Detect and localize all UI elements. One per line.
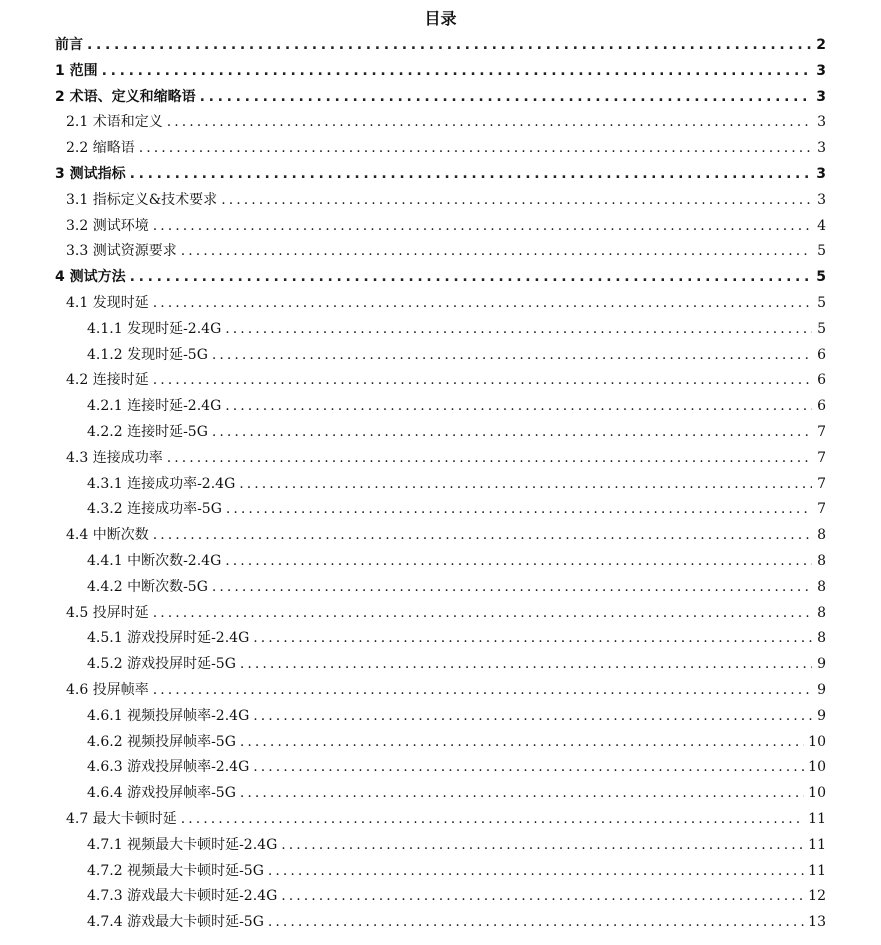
toc-entry-label: 4.7.3 游戏最大卡顿时延-2.4G [87,888,278,905]
toc-entry-page-number: 10 [808,733,826,750]
dot-leader [253,626,812,652]
toc-entry[interactable] [0,343,881,369]
toc-entry-label: 4.4.2 中断次数-5G [87,578,208,595]
toc-entry[interactable] [0,730,881,756]
toc-entry-label: 4.2 连接时延 [66,372,149,389]
toc-entry-label: 4.3 连接成功率 [66,449,163,466]
toc-entry-label: 3.1 指标定义&技术要求 [66,191,218,208]
toc-entry[interactable] [0,85,881,111]
toc-entry-label: 4.4 中断次数 [66,527,149,544]
dot-leader [167,446,812,472]
dot-leader [239,472,812,498]
toc-entry-page-number: 3 [817,114,826,131]
toc-entry[interactable] [0,368,881,394]
dot-leader [153,291,812,317]
toc-entry-page-number: 7 [817,449,826,466]
toc-entry[interactable] [0,59,881,85]
toc-entry-page-number: 5 [817,243,826,260]
dot-leader [153,368,812,394]
toc-entry-label: 4.7 最大卡顿时延 [66,810,177,827]
dot-leader [240,730,804,756]
toc-entry-label: 4.6.1 视频投屏帧率-2.4G [87,707,250,724]
dot-leader [153,678,812,704]
toc-entry[interactable] [0,833,881,859]
table-of-contents [0,33,881,936]
toc-entry[interactable] [0,472,881,498]
dot-leader [181,239,812,265]
toc-entry-label: 3.3 测试资源要求 [66,243,177,260]
toc-entry[interactable] [0,214,881,240]
toc-entry-label: 4.5 投屏时延 [66,604,149,621]
dot-leader [200,85,812,111]
toc-entry-page-number: 4 [817,217,826,234]
toc-entry-page-number: 8 [817,552,826,569]
toc-entry-label: 4.5.2 游戏投屏时延-5G [87,656,236,673]
toc-entry-label: 4 测试方法 [55,269,126,286]
dot-leader [268,910,804,936]
toc-entry[interactable] [0,910,881,936]
toc-entry-page-number: 5 [816,269,826,286]
toc-entry-label: 4.2.1 连接时延-2.4G [87,398,222,415]
dot-leader [268,859,804,885]
toc-entry-label: 4.7.2 视频最大卡顿时延-5G [87,862,264,879]
toc-entry-page-number: 5 [817,320,826,337]
toc-entry-label: 4.6 投屏帧率 [66,681,149,698]
toc-entry-page-number: 3 [817,140,826,157]
toc-entry[interactable] [0,446,881,472]
toc-entry[interactable] [0,884,881,910]
toc-entry[interactable] [0,781,881,807]
toc-entry[interactable] [0,110,881,136]
toc-entry[interactable] [0,265,881,291]
toc-entry-label: 2.1 术语和定义 [66,114,163,131]
dot-leader [253,755,804,781]
dot-leader [130,162,812,188]
toc-entry-label: 4.5.1 游戏投屏时延-2.4G [87,630,250,647]
toc-entry-label: 前言 [55,37,83,53]
toc-entry-page-number: 3 [817,191,826,208]
toc-entry[interactable] [0,678,881,704]
toc-entry-page-number: 2 [816,37,826,53]
toc-entry[interactable] [0,549,881,575]
toc-entry[interactable] [0,755,881,781]
toc-entry[interactable] [0,626,881,652]
toc-entry-page-number: 6 [817,346,826,363]
toc-entry-page-number: 11 [808,810,826,827]
toc-entry-label: 4.4.1 中断次数-2.4G [87,552,222,569]
toc-entry[interactable] [0,291,881,317]
dot-leader [153,214,812,240]
toc-entry-page-number: 7 [817,423,826,440]
toc-entry-page-number: 9 [817,656,826,673]
toc-entry[interactable] [0,420,881,446]
toc-entry-page-number: 8 [817,527,826,544]
toc-entry-label: 2 术语、定义和缩略语 [55,88,196,105]
toc-entry[interactable] [0,136,881,162]
dot-leader [225,317,812,343]
dot-leader [212,343,812,369]
toc-entry-page-number: 5 [817,294,826,311]
toc-entry-page-number: 11 [808,836,826,853]
dot-leader [240,652,812,678]
dot-leader [225,549,812,575]
dot-leader [130,265,812,291]
toc-entry-label: 4.6.4 游戏投屏帧率-5G [87,785,236,802]
toc-entry-label: 4.6.3 游戏投屏帧率-2.4G [87,759,250,776]
dot-leader [153,523,812,549]
toc-entry-label: 4.7.4 游戏最大卡顿时延-5G [87,914,264,931]
toc-entry[interactable] [0,394,881,420]
toc-entry[interactable] [0,652,881,678]
toc-entry-label: 3.2 测试环境 [66,217,149,234]
toc-entry-label: 4.2.2 连接时延-5G [87,423,208,440]
toc-entry-page-number: 3 [816,88,826,105]
toc-entry-page-number: 6 [817,372,826,389]
dot-leader [281,833,804,859]
dot-leader [212,420,812,446]
toc-entry[interactable] [0,601,881,627]
toc-entry-page-number: 8 [817,604,826,621]
toc-entry-label: 4.3.1 连接成功率-2.4G [87,475,236,492]
toc-entry-page-number: 7 [817,501,826,518]
dot-leader [240,781,804,807]
toc-entry-label: 1 范围 [55,62,98,79]
toc-entry-label: 4.3.2 连接成功率-5G [87,501,222,518]
toc-entry-page-number: 13 [808,914,826,931]
dot-leader [221,188,812,214]
dot-leader [253,704,812,730]
dot-leader [212,575,812,601]
toc-entry-page-number: 9 [817,681,826,698]
toc-entry-label: 4.7.1 视频最大卡顿时延-2.4G [87,836,278,853]
toc-entry-page-number: 7 [817,475,826,492]
toc-entry-page-number: 12 [808,888,826,905]
toc-entry[interactable] [0,497,881,523]
dot-leader [181,807,804,833]
toc-entry-page-number: 3 [816,62,826,79]
toc-entry-page-number: 11 [808,862,826,879]
toc-entry-label: 4.1.1 发现时延-2.4G [87,320,222,337]
toc-entry-label: 4.6.2 视频投屏帧率-5G [87,733,236,750]
toc-entry[interactable] [0,575,881,601]
toc-entry-page-number: 9 [817,707,826,724]
toc-entry[interactable] [0,859,881,885]
toc-entry[interactable] [0,33,881,59]
toc-entry[interactable] [0,704,881,730]
dot-leader [281,884,804,910]
toc-entry[interactable] [0,188,881,214]
toc-entry[interactable] [0,317,881,343]
toc-entry[interactable] [0,807,881,833]
dot-leader [167,110,812,136]
toc-entry-page-number: 8 [817,630,826,647]
dot-leader [153,601,812,627]
toc-title: 目录 [424,9,457,28]
dot-leader [225,394,812,420]
toc-entry-page-number: 10 [808,785,826,802]
toc-entry[interactable] [0,239,881,265]
dot-leader [87,33,812,59]
toc-entry-page-number: 10 [808,759,826,776]
toc-entry-page-number: 6 [817,398,826,415]
toc-entry-label: 3 测试指标 [55,165,126,182]
toc-entry[interactable] [0,523,881,549]
toc-entry-page-number: 8 [817,578,826,595]
toc-entry-label: 2.2 缩略语 [66,140,135,157]
toc-entry-label: 4.1 发现时延 [66,294,149,311]
toc-entry-label: 4.1.2 发现时延-5G [87,346,208,363]
toc-entry[interactable] [0,162,881,188]
dot-leader [226,497,812,523]
toc-entry-page-number: 3 [816,165,826,182]
dot-leader [102,59,812,85]
dot-leader [139,136,812,162]
